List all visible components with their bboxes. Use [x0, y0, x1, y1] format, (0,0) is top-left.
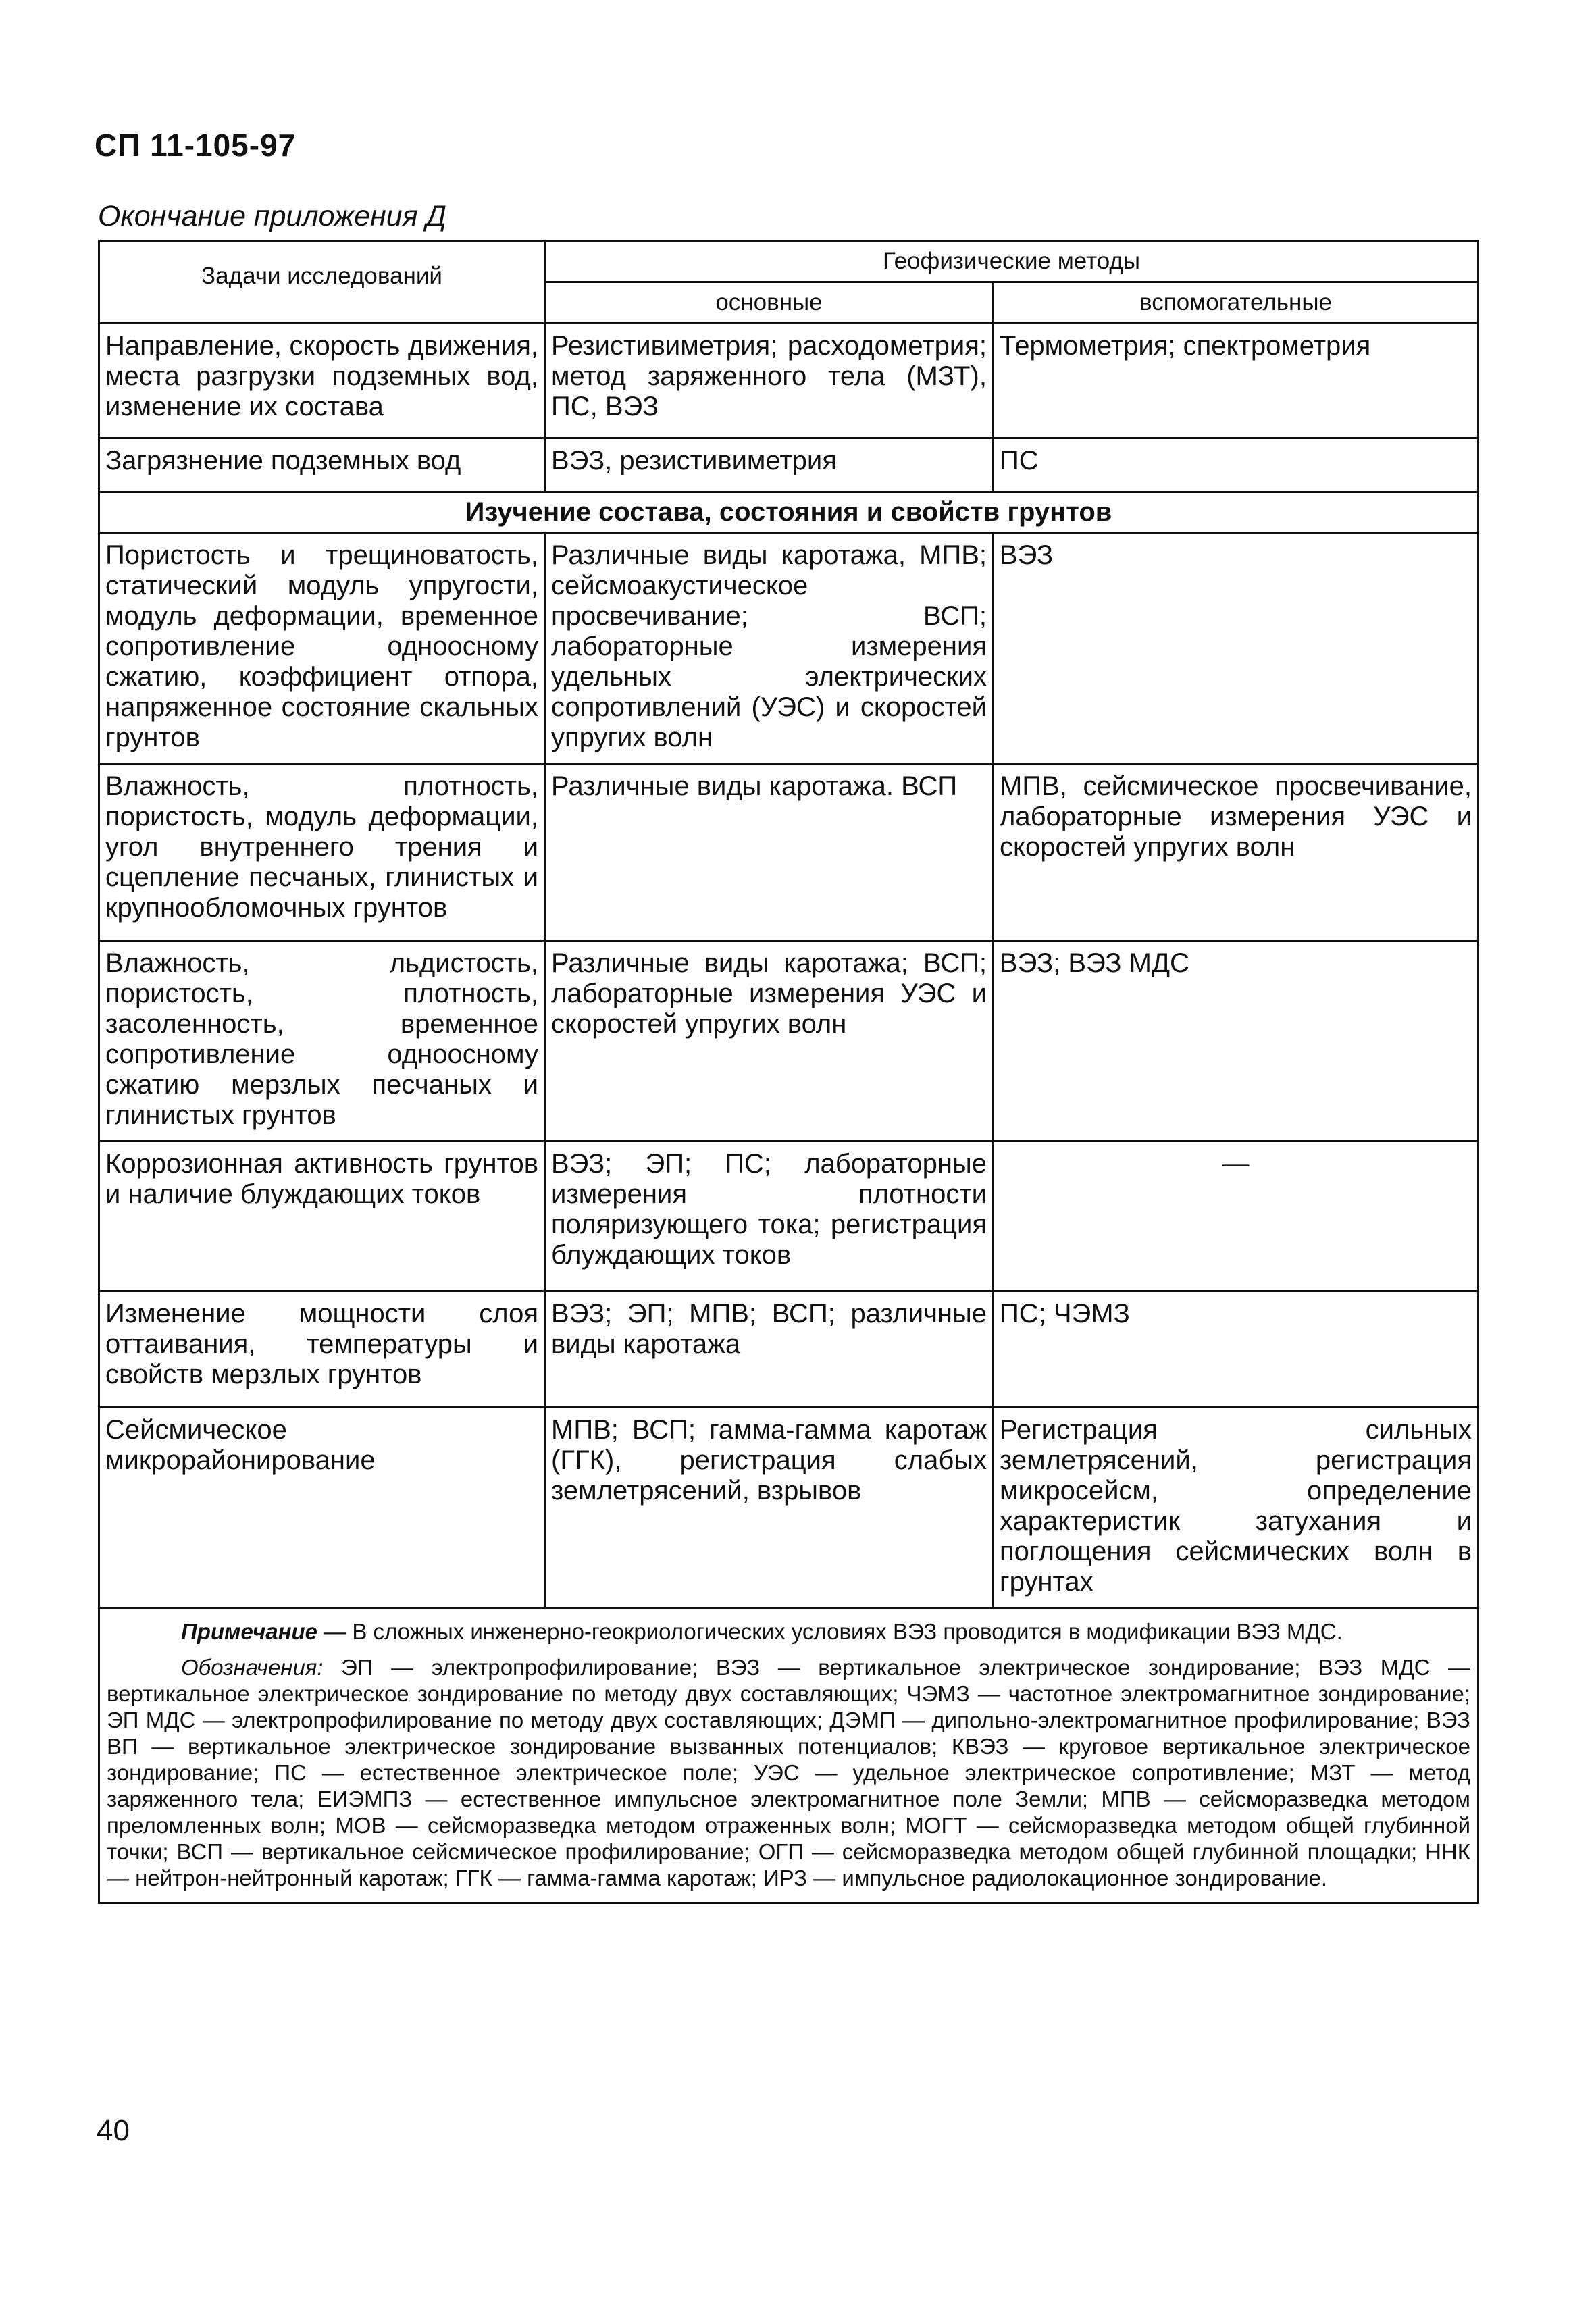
- aux-methods-cell: ПС: [994, 438, 1478, 492]
- abbreviations-paragraph: [107, 1654, 1470, 1891]
- task-cell: Загрязнение подземных вод: [99, 438, 545, 492]
- aux-methods-cell: МПВ, сейсмическое просвечивание, лабораторные измерения УЭС и скоростей упругих волн: [994, 764, 1478, 941]
- document-code: СП 11-105-97: [95, 128, 297, 163]
- aux-methods-cell: Термометрия; спектрометрия: [994, 324, 1478, 438]
- main-methods-cell: Различные виды каротажа; ВСП; лабораторные измерения УЭС и скоростей упругих волн: [545, 941, 994, 1141]
- aux-methods-cell: ВЭЗ: [994, 533, 1478, 764]
- abbreviations-label: Обозначения:: [181, 1655, 324, 1680]
- aux-methods-cell: ВЭЗ; ВЭЗ МДС: [994, 941, 1478, 1141]
- main-methods-cell: МПВ; ВСП; гамма-гамма каротаж (ГГК), регистрация слабых землетрясений, взрывов: [545, 1408, 994, 1608]
- task-cell: Влажность, льдистость, пористость, плотность, засоленность, временное сопротивление одноосному сжатию мерзлых песчаных и глинистых грунтов: [99, 941, 545, 1141]
- main-methods-cell: ВЭЗ; ЭП; ПС; лабораторные измерения плотности поляризующего тока; регистрация блуждающих токов: [545, 1141, 994, 1291]
- note-label: Примечание: [181, 1619, 318, 1644]
- table-row: [99, 533, 1478, 764]
- main-methods-cell: Различные виды каротажа. ВСП: [545, 764, 994, 941]
- notes-cell: [99, 1608, 1478, 1903]
- geophysical-methods-table: [98, 240, 1479, 1904]
- table-row: [99, 324, 1478, 438]
- task-cell: Сейсмическое микрорайонирование: [99, 1408, 545, 1608]
- header-tasks: Задачи исследований: [99, 241, 545, 324]
- task-cell: Влажность, плотность, пористость, модуль деформации, угол внутреннего трения и сцепление песчаных, глинистых и крупнообломочных грунтов: [99, 764, 545, 941]
- table-row: [99, 1141, 1478, 1291]
- aux-methods-cell: —: [994, 1141, 1478, 1291]
- main-methods-cell: ВЭЗ; ЭП; МПВ; ВСП; различные виды каротажа: [545, 1291, 994, 1408]
- main-methods-cell: Резистивиметрия; расходометрия; метод заряженного тела (МЗТ), ПС, ВЭЗ: [545, 324, 994, 438]
- table-row: [99, 438, 1478, 492]
- aux-methods-cell: ПС; ЧЭМЗ: [994, 1291, 1478, 1408]
- abbreviations-text: ЭП — электропрофилирование; ВЭЗ — вертикальное электрическое зондирование; ВЭЗ МДС — вертикальное электрическое зондирование по методу двух составляющих; ЧЭМЗ — частотное электромагнитное зондирование; ЭП МДС — электропрофилирование по методу двух составляющих; ДЭМП — дипольно-электромагнитное профилирование; ВЭЗ ВП — вертикальное электрическое зондирование вызванных потенциалов; КВЭЗ — круговое вертикальное электрическое зондирование; ПС — естественное электрическое поле; УЭС — удельное электрическое сопротивление; МЗТ — метод заряженного тела; ЕИЭМПЗ — естественное импульсное электромагнитное поле Земли; МПВ — сейсморазведка методом преломленных волн; МОВ — сейсморазведка методом отраженных волн; МОГТ — сейсморазведка методом общей глубинной точки; ВСП — вертикальное сейсмическое профилирование; ОГП — сейсморазведка методом общей глубинной площадки; ННК — нейтрон-нейтронный каротаж; ГГК — гамма-гамма каротаж; ИРЗ — импульсное радиолокационное зондирование.: [107, 1655, 1470, 1891]
- table-row: [99, 941, 1478, 1141]
- task-cell: Коррозионная активность грунтов и наличие блуждающих токов: [99, 1141, 545, 1291]
- task-cell: Пористость и трещиноватость, статический модуль упругости, модуль деформации, временное сопротивление одноосному сжатию, коэффициент отпора, напряженное состояние скальных грунтов: [99, 533, 545, 764]
- section-title: Изучение состава, состояния и свойств грунтов: [99, 492, 1478, 533]
- appendix-caption: Окончание приложения Д: [98, 200, 446, 232]
- task-cell: Изменение мощности слоя оттаивания, температуры и свойств мерзлых грунтов: [99, 1291, 545, 1408]
- header-methods: Геофизические методы: [545, 241, 1478, 282]
- header-aux: вспомогательные: [994, 282, 1478, 324]
- table-row: [99, 1408, 1478, 1608]
- table-row: [99, 1291, 1478, 1408]
- note-paragraph: [107, 1618, 1470, 1645]
- task-cell: Направление, скорость движения, места разгрузки подземных вод, изменение их состава: [99, 324, 545, 438]
- main-methods-cell: Различные виды каротажа, МПВ; сейсмоакустическое просвечивание; ВСП; лабораторные измерения удельных электрических сопротивлений (УЭС) и скоростей упругих волн: [545, 533, 994, 764]
- main-methods-cell: ВЭЗ, резистивиметрия: [545, 438, 994, 492]
- table-row: [99, 764, 1478, 941]
- header-main: основные: [545, 282, 994, 324]
- aux-methods-cell: Регистрация сильных землетрясений, регистрация микросейсм, определение характеристик затухания и поглощения сейсмических волн в грунтах: [994, 1408, 1478, 1608]
- page-number: 40: [97, 2114, 130, 2147]
- note-text: — В сложных инженерно-геокриологических условиях ВЭЗ проводится в модификации ВЭЗ МДС.: [317, 1619, 1343, 1644]
